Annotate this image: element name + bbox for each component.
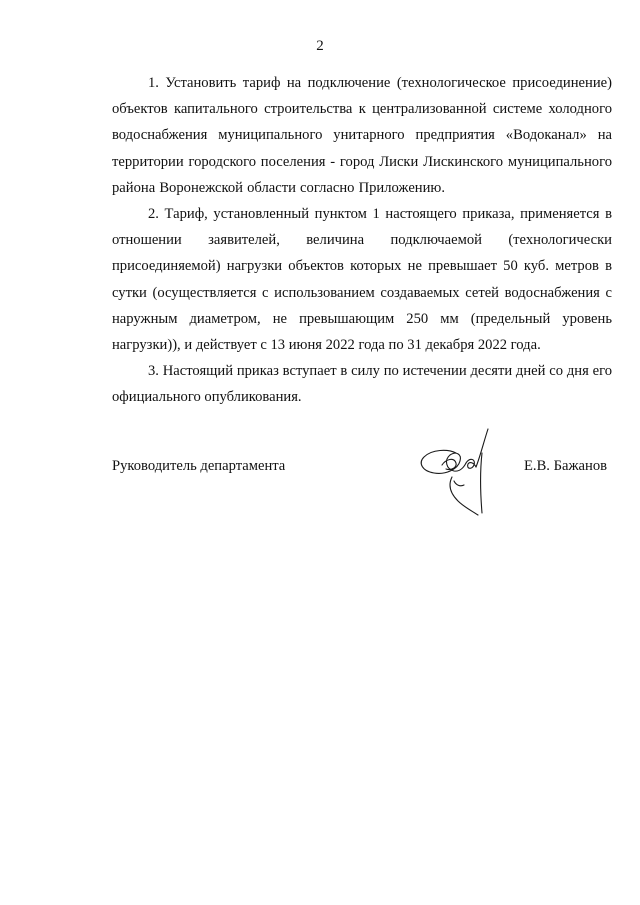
signatory-name: Е.В. Бажанов [524,458,608,474]
signature-block [112,455,612,545]
document-body [112,70,612,411]
paragraph-2: 2. Тариф, установленный пунктом 1 настоящего приказа, применяется в отношении заявителей, величина подключаемой (технологически присоединяемой) нагрузки объектов которых не превышает 50 куб. метров в сутки (осуществляется с использованием создаваемых сетей водоснабжения с наружным диаметром, не превышающим 250 мм (предельный уровень нагрузки)), и действует с 13 июня 2022 года по 31 декабря 2022 года. [112,206,612,354]
paragraph-1: 1. Установить тариф на подключение (технологическое присоединение) объектов капитального строительства к централизованной системе холодного водоснабжения муниципального унитарного предприятия «Водоканал» на территории городского поселения - город Лиски Лискинского муниципального района Воронежской области согласно Приложению. [112,75,612,196]
paragraph-3: 3. Настоящий приказ вступает в силу по истечении десяти дней со дня его официального опубликования. [112,363,612,406]
page-number: 2 [316,38,324,54]
signatory-title: Руководитель департамента [112,458,286,474]
handwritten-signature [412,427,522,537]
